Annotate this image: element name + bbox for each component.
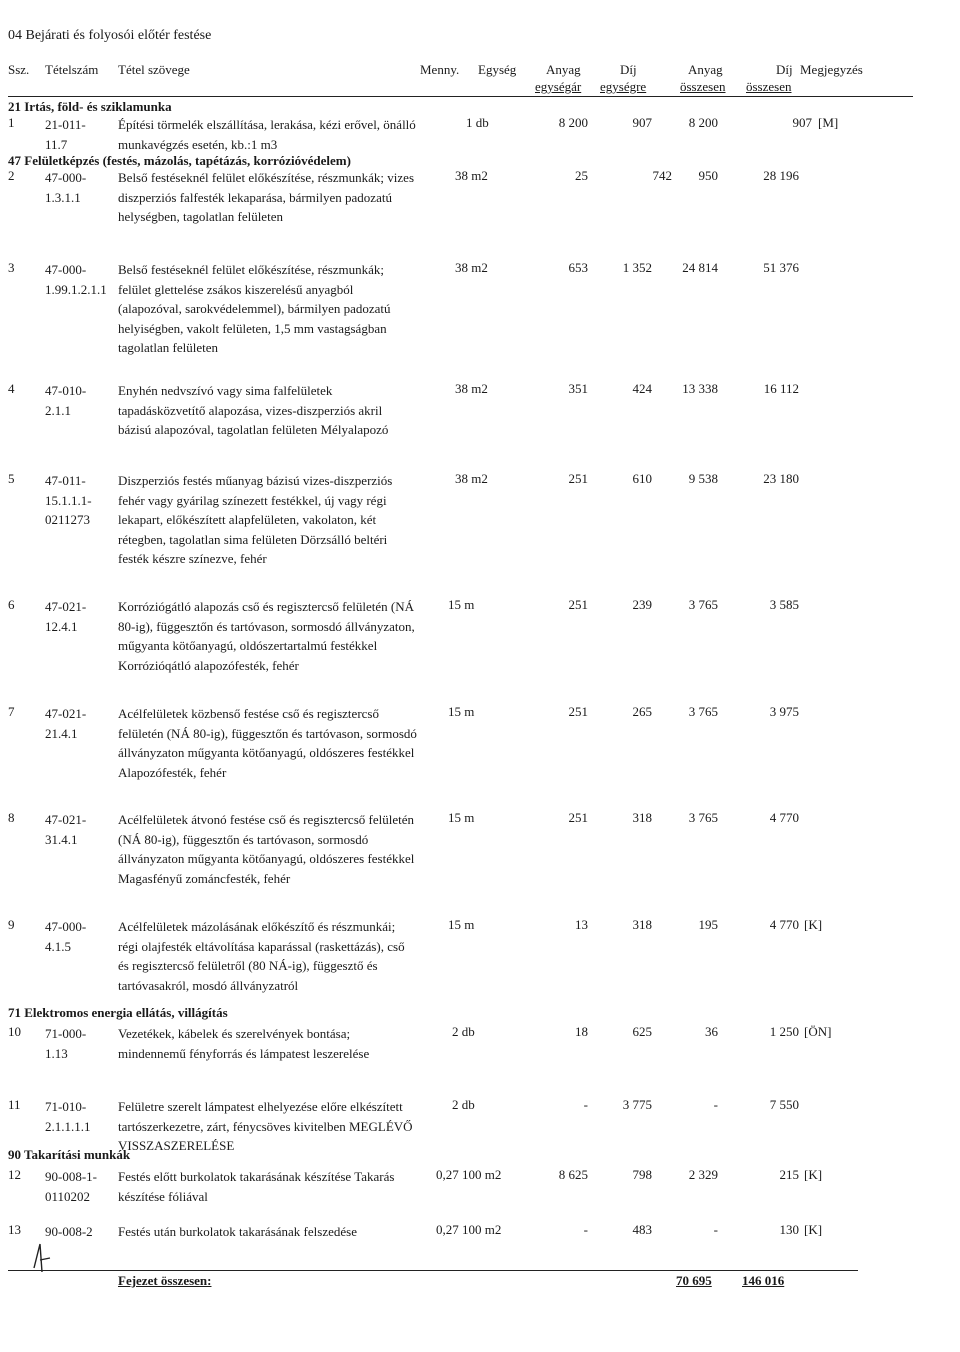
- item-dij-osszesen: 3 975: [769, 704, 799, 719]
- item-description: Acélfelületek mázolásának előkészítő és részmunkái; régi olajfesték eltávolítása kaparással (raskettázás), cső és regisztercső felületről (80 NÁ-ig), függesztő és tartóvasakról, mosdó állványzatról: [118, 919, 405, 993]
- item-dij-osszesen: 1 250: [769, 1024, 799, 1039]
- item-anyag-egysegar: 251: [568, 810, 588, 825]
- item-number: 10: [8, 1024, 21, 1039]
- item-description: Belső festéseknél felület előkészítése, részmunkák; vizes diszperziós falfesték lekaparása, bármilyen padozatú helységben, tagolatlan felületen: [118, 170, 415, 224]
- item-quantity: 1 db: [466, 115, 489, 130]
- item-dij-egysegre: 798: [632, 1167, 652, 1182]
- item-anyag-egysegar: 251: [568, 471, 588, 486]
- item-anyag-egysegar: 351: [568, 381, 588, 396]
- item-description: Diszperziós festés műanyag bázisú vizes-diszperziós fehér vagy gyárilag színezett festékkel, új vagy régi lekapart, előkészített alapfelületen, vakolaton, két rétegben, tagolatlan sima felületen Dörzsálló beltéri festék készre színezve, fehér: [118, 473, 393, 566]
- item-dij-osszesen: 23 180: [763, 471, 799, 486]
- item-dij-osszesen: 3 585: [769, 597, 799, 612]
- item-anyag-osszesen: -: [713, 1097, 718, 1112]
- section-heading: 71 Elektromos energia ellátás, villágítás: [8, 1005, 228, 1020]
- item-code: 71-010-2.1.1.1.1: [45, 1099, 91, 1134]
- item-dij-egysegre: 1 352: [622, 260, 652, 275]
- chapter-total-label: Fejezet összesen:: [118, 1273, 212, 1288]
- item-anyag-osszesen: 36: [705, 1024, 718, 1039]
- item-code: 47-000-4.1.5: [45, 919, 87, 954]
- item-anyag-egysegar: 8 200: [558, 115, 588, 130]
- col-anyag-osszesen-2: összesen: [680, 79, 726, 94]
- item-dij-osszesen: 16 112: [763, 381, 799, 396]
- item-anyag-egysegar: -: [583, 1222, 588, 1237]
- item-dij-osszesen: 4 770: [769, 810, 799, 825]
- item-quantity: 38 m2: [455, 168, 488, 183]
- footer-divider: [8, 1270, 858, 1271]
- item-note: [K]: [804, 1222, 823, 1237]
- item-anyag-egysegar: 13: [575, 917, 588, 932]
- item-number: 5: [8, 471, 15, 486]
- item-description: Belső festéseknél felület előkészítése, részmunkák; felület glettelése zsákos kiszerelésű anyagból (alapozóval, sarokvédelemmel), bármilyen padozatú helyiségben, vakolt felületen, 1,5 mm vastagságban tagolatlan felületen: [118, 262, 391, 355]
- item-number: 1: [8, 115, 15, 130]
- item-quantity: 15 m: [448, 597, 475, 612]
- item-dij-osszesen: 215: [779, 1167, 799, 1182]
- item-dij-egysegre: 265: [632, 704, 652, 719]
- item-number: 12: [8, 1167, 21, 1182]
- item-description: Enyhén nedvszívó vagy sima falfelületek tapadásközvetítő alapozása, vizes-diszperziós akril bázisú alapozóval, tagolatlan felületen Mélyalapozó: [118, 383, 389, 437]
- item-anyag-egysegar: 653: [568, 260, 588, 275]
- item-dij-osszesen: 907: [792, 115, 812, 130]
- col-ssz: Ssz.: [8, 62, 30, 77]
- item-dij-egysegre: 610: [632, 471, 652, 486]
- col-szoveg: Tétel szövege: [118, 62, 190, 77]
- item-anyag-osszesen: 3 765: [688, 704, 718, 719]
- item-code: 21-011-11.7: [45, 117, 86, 152]
- item-number: 3: [8, 260, 15, 275]
- item-quantity: 2 db: [452, 1024, 475, 1039]
- header-divider: [8, 96, 913, 97]
- item-code: 47-021-12.4.1: [45, 599, 87, 634]
- col-dij-egysegre-1: Díj: [620, 62, 637, 77]
- item-dij-egysegre: 318: [632, 917, 652, 932]
- col-tetelszam: Tételszám: [45, 62, 99, 77]
- col-dij-osszesen-2: összesen: [746, 79, 792, 94]
- item-anyag-egysegar: 25: [575, 168, 588, 183]
- item-anyag-osszesen: 2 329: [688, 1167, 718, 1182]
- item-number: 13: [8, 1222, 21, 1237]
- item-code: 47-000-1.99.1.2.1.1: [45, 262, 107, 297]
- item-quantity: 15 m: [448, 810, 475, 825]
- item-dij-osszesen: 4 770: [769, 917, 799, 932]
- item-dij-egysegre: 483: [632, 1222, 652, 1237]
- item-anyag-egysegar: -: [583, 1097, 588, 1112]
- chapter-anyag-total: 70 695: [676, 1273, 712, 1288]
- item-dij-egysegre: 3 775: [622, 1097, 652, 1112]
- item-quantity: 38 m2: [455, 260, 488, 275]
- item-number: 9: [8, 917, 15, 932]
- item-quantity: 2 db: [452, 1097, 475, 1112]
- item-code: 47-000-1.3.1.1: [45, 170, 87, 205]
- item-quantity: 15 m: [448, 704, 475, 719]
- col-megjegyzes: Megjegyzés: [800, 62, 863, 77]
- section-heading: 47 Felületképzés (festés, mázolás, tapétázás, korrózióvédelem): [8, 153, 351, 168]
- item-note: [M]: [818, 115, 839, 130]
- item-description: Festés előtt burkolatok takarásának készítése Takarás készítése fóliával: [118, 1169, 395, 1204]
- item-number: 4: [8, 381, 15, 396]
- item-anyag-egysegar: 8 625: [558, 1167, 588, 1182]
- item-description: Felületre szerelt lámpatest elhelyezése előre elkészített tartószerkezetre, zárt, fénycsöves kivitelben MEGLÉVŐ VISSZASZERELÉSE: [118, 1099, 413, 1153]
- item-anyag-osszesen: 13 338: [682, 381, 718, 396]
- item-dij-egysegre: 239: [632, 597, 652, 612]
- item-dij-egysegre: 318: [632, 810, 652, 825]
- item-anyag-osszesen: -: [713, 1222, 718, 1237]
- item-anyag-osszesen: 9 538: [688, 471, 718, 486]
- item-anyag-osszesen: 950: [698, 168, 718, 183]
- item-description: Festés után burkolatok takarásának felszedése: [118, 1224, 357, 1239]
- item-note: [K]: [804, 1167, 823, 1182]
- item-anyag-egysegar: 251: [568, 597, 588, 612]
- chapter-title: 04 Bejárati és folyosói előtér festése: [8, 28, 212, 43]
- chapter-dij-total: 146 016: [742, 1273, 785, 1288]
- col-dij-egysegre-2: egységre: [600, 79, 647, 94]
- item-anyag-osszesen: 195: [698, 917, 718, 932]
- item-dij-osszesen: 130: [779, 1222, 799, 1237]
- item-dij-osszesen: 28 196: [763, 168, 799, 183]
- item-description: Vezetékek, kábelek és szerelvények bontása; mindennemű fényforrás és lámpatest leszerelése: [118, 1026, 370, 1061]
- item-quantity: 15 m: [448, 917, 475, 932]
- item-dij-egysegre: 424: [632, 381, 652, 396]
- item-quantity: 0,27 100 m2: [436, 1167, 502, 1182]
- item-description: Korróziógátló alapozás cső és regisztercső felületén (NÁ 80-ig), függesztőn és tartóvason, sormosdó állványzaton, műgyanta kötőanyagú, oldószertartalmú festékkel Korrózióqátló alapozófesték, fehér: [118, 599, 415, 673]
- item-number: 7: [8, 704, 15, 719]
- item-code: 47-010-2.1.1: [45, 383, 87, 418]
- item-code: 47-021-31.4.1: [45, 812, 87, 847]
- item-quantity: 38 m2: [455, 471, 488, 486]
- item-anyag-egysegar: 251: [568, 704, 588, 719]
- col-anyag-egysegar-1: Anyag: [546, 62, 581, 77]
- item-number: 11: [8, 1097, 21, 1112]
- item-description: Acélfelületek átvonó festése cső és regisztercső felületén (NÁ 80-ig), függesztőn és tartóvason, sormosdó állványzaton műgyanta kötőanyagú, oldószeres festékkel Magasfényű zománcfesték, fehér: [118, 812, 415, 886]
- col-dij-osszesen-1: Díj: [776, 62, 793, 77]
- item-code: 47-011-15.1.1.1-0211273: [45, 473, 92, 527]
- item-code: 90-008-2: [45, 1224, 93, 1239]
- col-menny: Menny.: [420, 62, 460, 77]
- item-quantity: 0,27 100 m2: [436, 1222, 502, 1237]
- section-heading: 21 Irtás, föld- és sziklamunka: [8, 99, 172, 114]
- col-egyseg: Egység: [478, 62, 517, 77]
- item-anyag-osszesen: 8 200: [688, 115, 718, 130]
- item-anyag-osszesen: 24 814: [682, 260, 718, 275]
- item-dij-osszesen: 51 376: [763, 260, 799, 275]
- item-number: 6: [8, 597, 15, 612]
- item-code: 90-008-1-0110202: [45, 1169, 97, 1204]
- section-heading: 90 Takarítási munkák: [8, 1147, 131, 1162]
- item-number: 2: [8, 168, 15, 183]
- item-dij-egysegre: 625: [632, 1024, 652, 1039]
- item-dij-egysegre: 907: [632, 115, 652, 130]
- item-code: 47-021-21.4.1: [45, 706, 87, 741]
- item-description: Acélfelületek közbenső festése cső és regisztercső felületén (NÁ 80-ig), függesztőn és tartóvason, sormosdó állványzaton műgyanta kötőanyagú, oldószeres festékkel Alapozófesték, fehér: [118, 706, 417, 780]
- item-description: Építési törmelék elszállítása, lerakása, kézi erővel, önálló munkavégzés esetén, kb.:1 m3: [118, 117, 416, 152]
- item-anyag-osszesen: 3 765: [688, 810, 718, 825]
- item-anyag-osszesen: 3 765: [688, 597, 718, 612]
- item-note: [K]: [804, 917, 823, 932]
- item-anyag-egysegar: 18: [575, 1024, 588, 1039]
- item-dij-egysegre: 742: [652, 168, 672, 183]
- item-note: [ÖN]: [804, 1024, 832, 1039]
- item-dij-osszesen: 7 550: [769, 1097, 799, 1112]
- col-anyag-egysegar-2: egységár: [535, 79, 582, 94]
- col-anyag-osszesen-1: Anyag: [688, 62, 723, 77]
- item-quantity: 38 m2: [455, 381, 488, 396]
- handwritten-mark-icon: [28, 1238, 58, 1274]
- item-code: 71-000-1.13: [45, 1026, 87, 1061]
- item-number: 8: [8, 810, 15, 825]
